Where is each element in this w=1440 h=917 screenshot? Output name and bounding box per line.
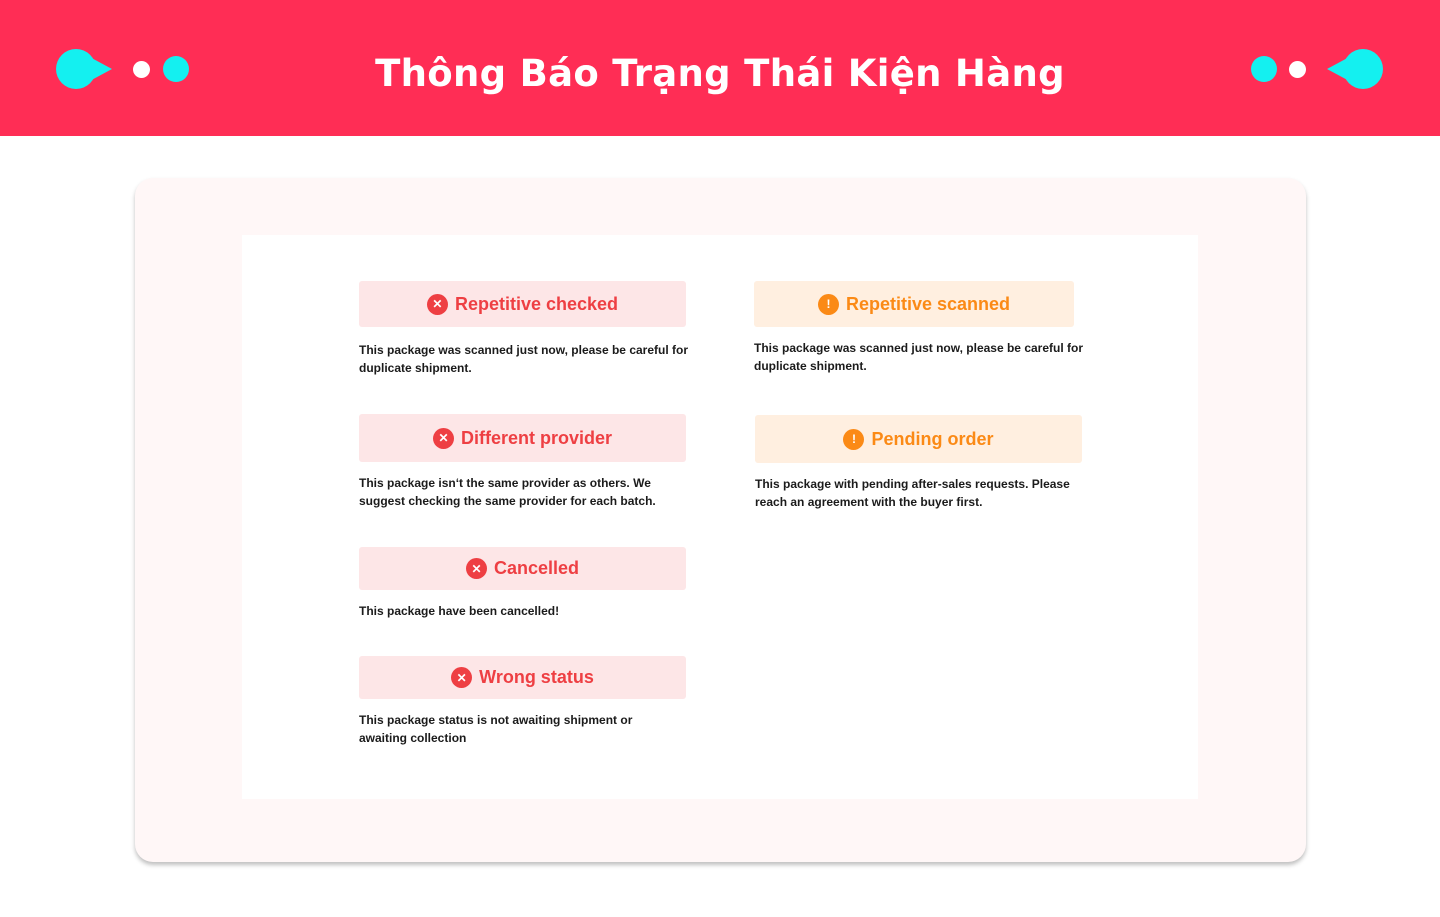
status-label: Wrong status bbox=[479, 667, 594, 687]
status-label: Cancelled bbox=[493, 558, 580, 578]
status-description: This package was scanned just now, please be careful for duplicate shipment. bbox=[754, 341, 1083, 373]
status-label: Different provider bbox=[460, 427, 613, 448]
exclamation-circle-icon: ! bbox=[818, 294, 839, 315]
status-description: This package was scanned just now, please be careful for duplicate shipment. bbox=[359, 343, 688, 375]
status-cancelled bbox=[359, 547, 686, 590]
speech-bubble-right-icon bbox=[1327, 49, 1383, 89]
close-circle-icon: ✕ bbox=[451, 667, 472, 688]
status-description: This package status is not awaiting shipment or awaiting collection bbox=[359, 713, 633, 745]
close-circle-icon: ✕ bbox=[433, 428, 454, 449]
close-circle-icon: ✕ bbox=[427, 294, 448, 315]
status-label: Repetitive scanned bbox=[845, 293, 1011, 314]
status-description: This package with pending after-sales requests. Please reach an agreement with the buyer first. bbox=[755, 477, 1070, 509]
page-title: Thông Báo Trạng Thái Kiện Hàng bbox=[375, 52, 1065, 95]
status-label: Repetitive checked bbox=[454, 293, 619, 314]
status-description: This package isn‘t the same provider as others. We suggest checking the same provider for each batch. bbox=[359, 476, 656, 508]
status-wrong-status bbox=[359, 656, 686, 699]
decor-dot-right-cyan bbox=[1251, 56, 1277, 82]
header-banner bbox=[0, 0, 1440, 136]
status-pending-order bbox=[755, 415, 1082, 463]
status-different-provider bbox=[359, 414, 686, 462]
status-description: This package have been cancelled! bbox=[359, 604, 560, 618]
status-repetitive-checked bbox=[359, 281, 686, 327]
exclamation-circle-icon: ! bbox=[843, 429, 864, 450]
status-repetitive-scanned bbox=[754, 281, 1074, 327]
status-label: Pending order bbox=[871, 428, 994, 449]
decor-dot-right-white bbox=[1289, 61, 1306, 78]
close-circle-icon: ✕ bbox=[466, 558, 487, 579]
